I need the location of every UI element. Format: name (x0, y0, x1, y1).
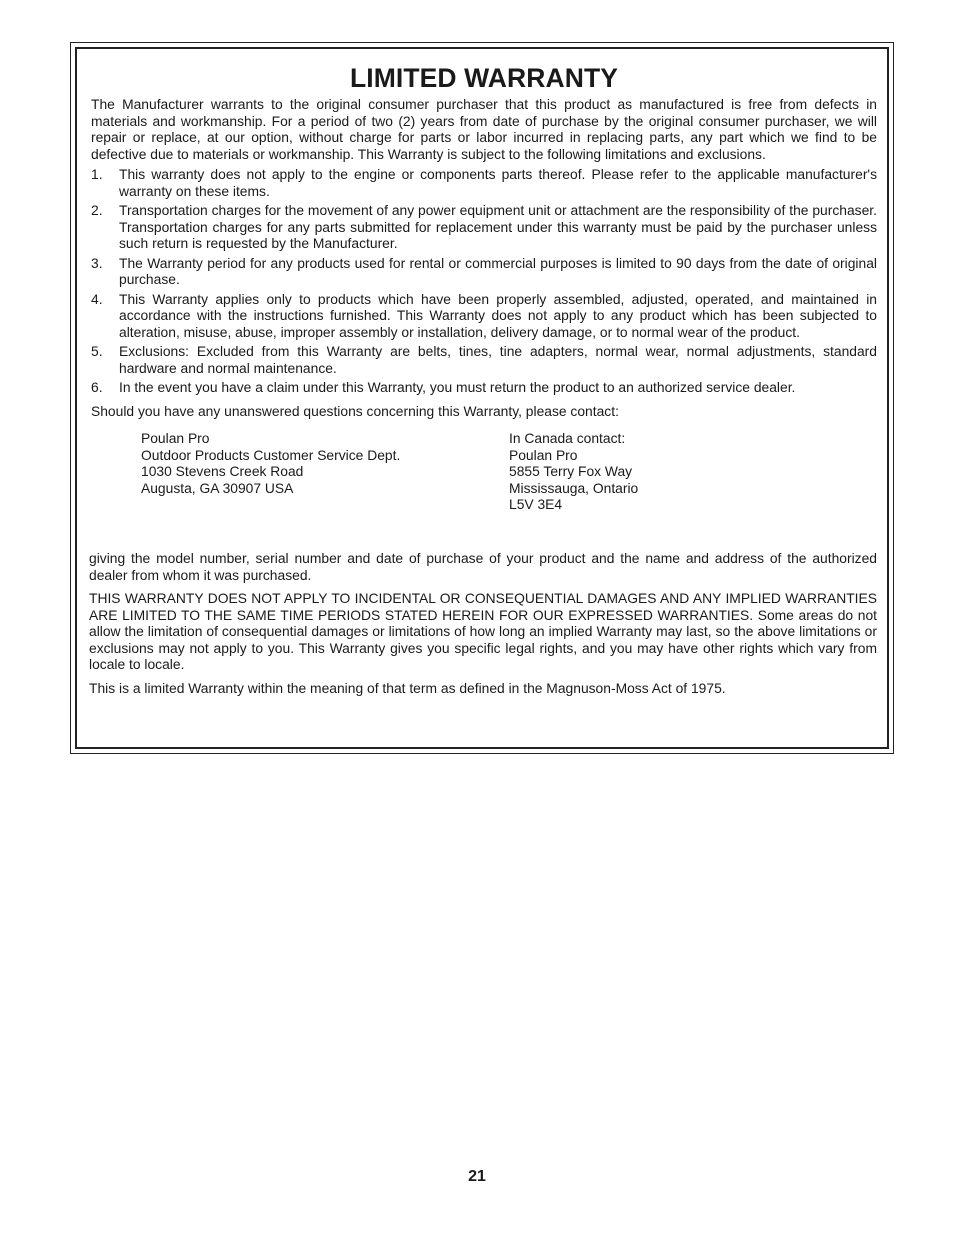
contact-intro: Should you have any unanswered questions concerning this Warranty, please contact: (91, 402, 619, 419)
list-item (91, 291, 877, 341)
giving-paragraph: giving the model number, serial number and date of purchase of your product and the name and address of the authorized dealer from whom it was purchased. (89, 550, 877, 583)
page-number: 21 (468, 1168, 486, 1185)
canada-address (509, 430, 638, 513)
canada-address-line: Mississauga, Ontario (509, 479, 639, 496)
canada-address-line: Poulan Pro (509, 446, 578, 463)
list-item-text: The Warranty period for any products used for rental or commercial purposes is limited to 90 days from the date of original purchase. (119, 254, 877, 287)
list-item-number: 1. (91, 166, 103, 182)
magnuson-moss-paragraph: This is a limited Warranty within the meaning of that term as defined in the Magnuson-Moss Act of 1975. (89, 679, 726, 696)
us-address-line: Poulan Pro (141, 430, 210, 446)
list-item-text: Transportation charges for the movement of any power equipment unit or attachment are the responsibility of the purchaser. Transportation charges for any parts submitted for replacement under this warranty must be paid by the purchaser unless such return is requested by the Manufacturer. (119, 202, 877, 251)
list-item-number: 2. (91, 202, 103, 218)
list-item-number: 4. (91, 290, 103, 307)
us-address-line: Augusta, GA 30907 USA (141, 479, 294, 496)
list-item (91, 255, 877, 288)
warranty-frame-outer (70, 42, 894, 754)
page-title: LIMITED WARRANTY (349, 63, 619, 93)
canada-address-label: In Canada contact: (509, 430, 626, 446)
canada-address-line: L5V 3E4 (509, 496, 563, 512)
list-item (91, 202, 877, 252)
canada-address-line: 5855 Terry Fox Way (509, 463, 633, 479)
warranty-frame-inner (75, 47, 889, 749)
damages-paragraph: THIS WARRANTY DOES NOT APPLY TO INCIDENTAL OR CONSEQUENTIAL DAMAGES AND ANY IMPLIED WARRANTIES ARE LIMITED TO THE SAME TIME PERIODS STATED HEREIN FOR OUR EXPRESSED WARRANTIES. Some areas do not allow the limitation of consequential damages or limitations of how long an implied Warranty may last, so the above limitations or exclusions may not apply to you. This Warranty gives you specific legal rights, and you may have other rights which vary from locale to locale. (89, 590, 877, 672)
list-item-text: In the event you have a claim under this Warranty, you must return the product to an authorized service dealer. (119, 379, 796, 395)
us-address (141, 430, 400, 496)
list-item (91, 166, 877, 199)
intro-paragraph: The Manufacturer warrants to the original consumer purchaser that this product as manufactured is free from defects in materials and workmanship. For a period of two (2) years from date of purchase by the original consumer purchaser, we will repair or replace, at our option, without charge for parts or labor incurred in replacing parts, any part which we find to be defective due to materials or workmanship. This Warranty is subject to the following limitations and exclusions. (91, 96, 877, 162)
list-item-text: Exclusions: Excluded from this Warranty are belts, tines, tine adapters, normal wear, normal adjustments, standard hardware and normal maintenance. (119, 343, 877, 376)
warranty-content (91, 63, 877, 703)
list-item-text: This warranty does not apply to the engine or components parts thereof. Please refer to the applicable manufacturer's warranty on these items. (119, 166, 877, 199)
exclusions-list (91, 166, 877, 396)
list-item-number: 6. (91, 379, 103, 395)
list-item (91, 343, 877, 376)
list-item-number: 3. (91, 254, 103, 271)
list-item (91, 379, 877, 396)
list-item-number: 5. (91, 343, 103, 359)
contact-addresses (91, 430, 877, 550)
us-address-line: Outdoor Products Customer Service Dept. (141, 446, 401, 463)
list-item-text: This Warranty applies only to products which have been properly assembled, adjusted, operated, and maintained in accordance with the instructions furnished. This Warranty does not apply to any product which has been subjected to alteration, misuse, abuse, improper assembly or installation, delivery damage, or to normal wear of the product. (119, 290, 877, 340)
us-address-line: 1030 Stevens Creek Road (141, 463, 304, 479)
